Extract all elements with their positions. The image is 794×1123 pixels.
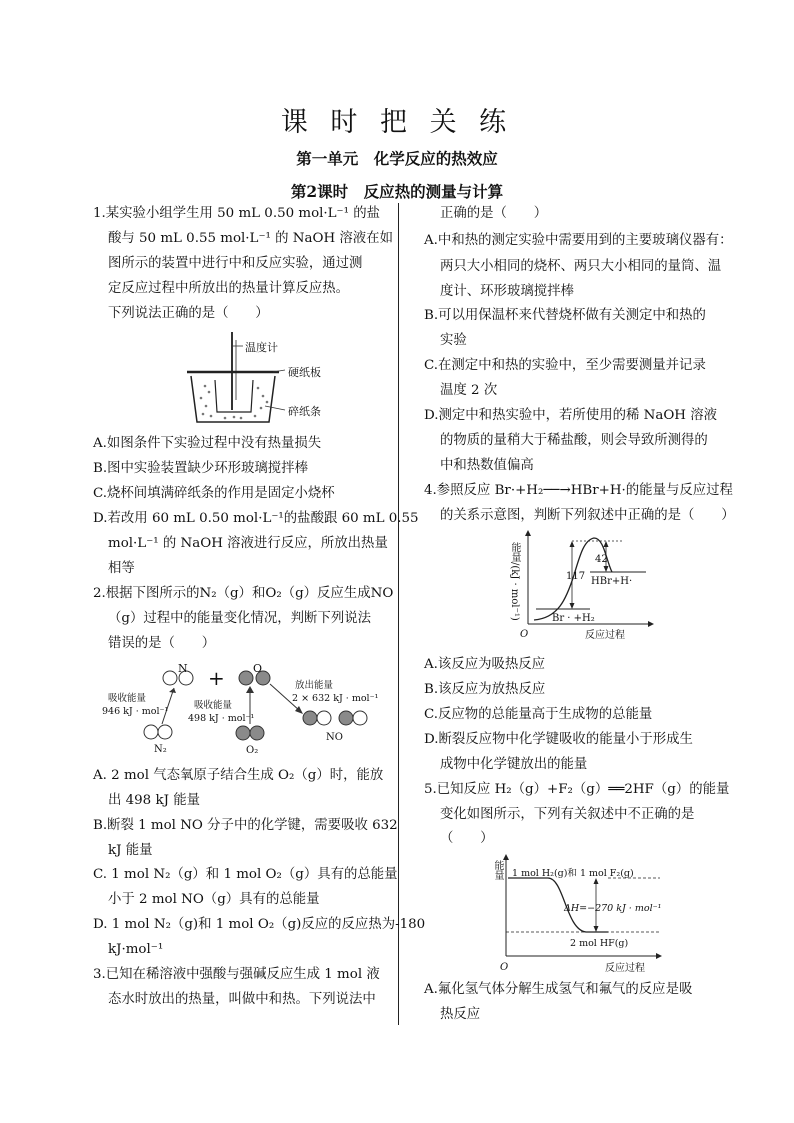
fig3-xlabel: 反应过程 [585,630,625,641]
q2-line2: （g）过程中的能量变化情况，判断下列说法 [108,611,371,626]
q1-line3: 图所示的装置中进行中和反应实验，通过测 [108,256,363,271]
q3-option-d-3: 中和热数值偏高 [440,458,534,473]
o2-label: O₂ [246,745,259,756]
fig3-origin: O [520,629,529,640]
q3-option-d-2: 的物质的量稍大于稀盐酸，则会导致所测得的 [440,433,708,448]
q3-option-b: B.可以用保温杯来代替烧杯做有关测定中和热的 [424,308,706,323]
inner-beaker [215,380,253,412]
q4-option-c: C.反应物的总能量高于生成物的总能量 [424,707,653,722]
q2-option-a-2: 出 498 kJ 能量 [108,793,200,808]
q3-option-d: D.测定中和热实验中，若所使用的稀 NaOH 溶液 [424,408,718,423]
lesson-title: 第2课时 反应热的测量与计算 [290,182,504,201]
q4-option-d-2: 成物中化学键放出的能量 [440,757,588,772]
release-value: 2 × 632 kJ · mol⁻¹ [292,693,379,704]
q1-option-d-2: mol·L⁻¹ 的 NaOH 溶液进行反应，所放出热量 [108,536,388,551]
thermometer-label: 温度计 [245,341,278,354]
q5-line3: （ ） [440,831,494,846]
q5-line2: 变化如图所示，下列有关叙述中不正确的是 [440,807,695,822]
q3-option-a-2: 两只大小相同的烧杯、两只大小相同的量筒、温 [440,259,722,274]
q5-option-a: A.氟化氢气体分解生成氢气和氟气的反应是吸 [424,982,693,997]
q2-option-d-2: kJ·mol⁻¹ [108,942,164,957]
unit-title: 第一单元 化学反应的热效应 [296,149,498,168]
q1-line2: 酸与 50 mL 0.55 mol·L⁻¹ 的 NaOH 溶液在如 [108,231,393,246]
cardboard-label: 硬纸板 [288,366,321,379]
q1-option-a: A.如图条件下实验过程中没有热量损失 [93,436,322,451]
paper-scraps-label: 碎纸条 [288,405,321,418]
plus-sign: + [208,666,225,690]
q1-line1: 1.某实验小组学生用 50 mL 0.50 mol·L⁻¹ 的盐 [93,206,381,221]
q2-option-c: C. 1 mol N₂（g）和 1 mol O₂（g）具有的总能量 [93,867,398,882]
q2-option-c-2: 小于 2 mol NO（g）具有的总能量 [108,892,320,907]
q2-option-b-2: kJ 能量 [108,843,153,858]
absorb-n-value: 946 kJ · mol⁻¹ [102,706,169,717]
q4-line2: 的关系示意图，判断下列叙述中正确的是（ ） [440,508,735,523]
absorb-n-label: 吸收能量 [108,693,147,704]
q2-option-a: A. 2 mol 气态氧原子结合生成 O₂（g）时，能放 [93,768,384,783]
q3-option-c-2: 温度 2 次 [440,383,498,398]
no-molecule-icon [303,711,367,725]
column-divider [398,203,399,1025]
fig3-reactants-label: Br · +H₂ [552,613,595,624]
n-atom-label: N [178,662,188,675]
q3-option-c: C.在测定中和热的实验中，至少需要测量并记录 [424,358,706,373]
q3-line2: 态水时放出的热量，叫做中和热。下列说法中 [108,992,376,1007]
q3-line3: 正确的是（ ） [440,206,548,221]
fig4-origin: O [500,962,509,973]
fig3-ylabel: 能量/(kJ · mol⁻¹) [509,542,520,621]
fig4-ylabel: 能量 [492,860,503,880]
q1-option-d-3: 相等 [108,561,135,576]
q4-option-d: D.断裂反应物中化学键吸收的能量小于形成生 [424,732,693,747]
n2-label: N₂ [154,744,167,755]
fig4-bottom-label: 2 mol HF(g) [570,938,629,949]
q3-option-a-3: 度计、环形玻璃搅拌棒 [440,284,574,299]
fig4-top-label: 1 mol H₂(g)和 1 mol F₂(g) [512,868,634,879]
q5-line1: 5.已知反应 H₂（g）+F₂（g）══2HF（g）的能量 [424,782,730,797]
release-label: 放出能量 [295,680,334,691]
o-atom-label: O [253,662,263,675]
q4-option-a: A.该反应为吸热反应 [424,657,546,672]
q2-option-b: B.断裂 1 mol NO 分子中的化学键，需要吸收 632 [93,818,398,833]
q2-line3: 错误的是（ ） [108,636,216,651]
q1-option-c: C.烧杯间填满碎纸条的作用是固定小烧杯 [93,486,335,501]
fig4-xlabel: 反应过程 [605,963,645,974]
fig3-value-42: 42 [595,554,608,565]
fig3-value-117: 117 [566,571,586,582]
absorb-o-value: 498 kJ · mol⁻¹ [188,713,255,724]
q5-option-a-2: 热反应 [440,1007,481,1022]
o2-molecule-icon [236,726,264,740]
q4-option-b: B.该反应为放热反应 [424,682,546,697]
page-title: 课 时 把 关 练 [280,107,514,138]
no-label: NO [326,732,343,743]
q1-option-b: B.图中实验装置缺少环形玻璃搅拌棒 [93,461,308,476]
q3-option-a: A.中和热的测定实验中需要用到的主要玻璃仪器有： [424,233,733,248]
q1-line4: 定反应过程中所放出的热量计算反应热。 [108,281,350,296]
q1-option-d: D.若改用 60 mL 0.50 mol·L⁻¹的盐酸跟 60 mL 0.55 [93,511,419,526]
fig3-products-label: HBr+H· [591,576,633,587]
q3-option-b-2: 实验 [440,333,467,348]
q2-line1: 2.根据下图所示的N₂（g）和O₂（g）反应生成NO [93,586,394,601]
q1-stem-end: 下列说法正确的是（ ） [108,306,269,321]
paper-scraps-icon [200,385,269,420]
fig4-dh-label: ΔH=−270 kJ · mol⁻¹ [564,903,662,914]
q4-line1: 4.参照反应 Br·+H₂──→HBr+H·的能量与反应过程 [424,483,733,498]
n2-molecule-icon [144,725,172,739]
q2-option-d: D. 1 mol N₂（g)和 1 mol O₂（g)反应的反应热为-180 [93,917,426,932]
q3-line1: 3.已知在稀溶液中强酸与强碱反应生成 1 mol 液 [93,967,380,982]
absorb-o-label: 吸收能量 [194,700,233,711]
